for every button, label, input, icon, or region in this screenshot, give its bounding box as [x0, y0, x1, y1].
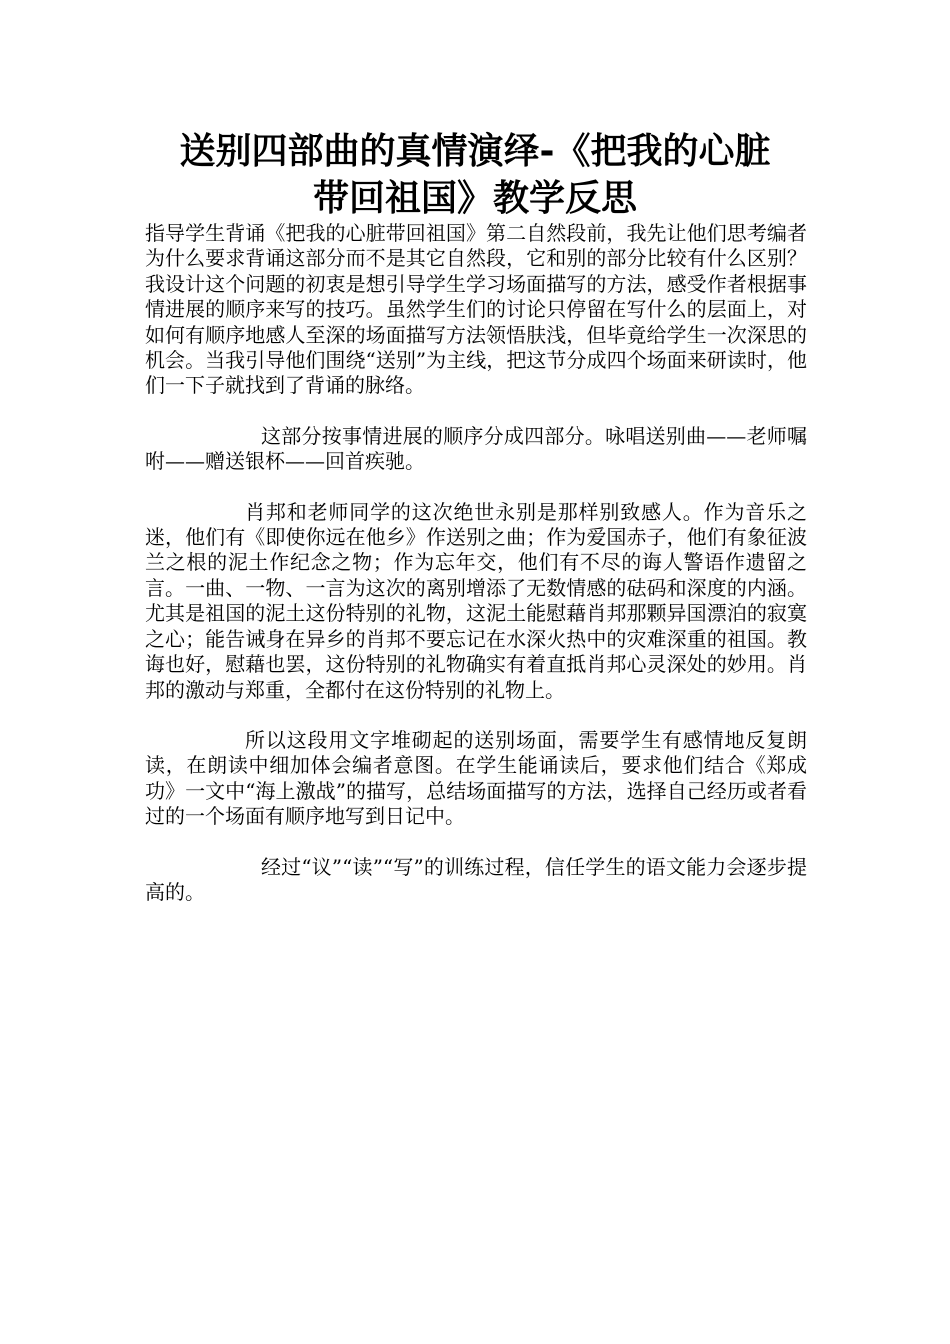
- paragraph-3: 肖邦和老师同学的这次绝世永别是那样别致感人。作为音乐之迷，他们有《即使你远在他乡》作送别之曲；作为爱国赤子，他们有象征波兰之根的泥土作纪念之物；作为忘年交，他们有不尽的诲人警语作遗留之言。一曲、一物、一言为这次的离别增添了无数情感的砝码和深度的内涵。尤其是祖国的泥土这份特别的礼物，这泥土能慰藉肖邦那颗异国漂泊的寂寞之心；能告诫身在异乡的肖邦不要忘记在水深火热中的灾难深重的祖国。教诲也好，慰藉也罢，这份特别的礼物确实有着直抵肖邦心灵深处的妙用。肖邦的激动与郑重，全都付在这份特别的礼物上。: [145, 499, 807, 702]
- paragraph-spacer: [145, 830, 807, 855]
- title-line-2: 带回祖国》教学反思: [312, 178, 637, 219]
- paragraph-4: 所以这段用文字堆砌起的送别场面，需要学生有感情地反复朗读，在朗读中细加体会编者意图。在学生能诵读后，要求他们结合《郑成功》一文中“海上激战”的描写，总结场面描写的方法，选择自己经历或者看过的一个场面有顺序地写到日记中。: [145, 727, 807, 829]
- document-body: [145, 221, 807, 905]
- document-title: [130, 128, 820, 222]
- paragraph-spacer: [145, 399, 807, 424]
- title-line-1: 送别四部曲的真情演绎-《把我的心脏: [179, 131, 771, 172]
- paragraph-1: 指导学生背诵《把我的心脏带回祖国》第二自然段前，我先让他们思考编者为什么要求背诵这部分而不是其它自然段，它和别的部分比较有什么区别？我设计这个问题的初衷是想引导学生学习场面描写的方法，感受作者根据事情进展的顺序来写的技巧。虽然学生们的讨论只停留在写什么的层面上，对如何有顺序地感人至深的场面描写方法领悟肤浅，但毕竟给学生一次深思的机会。当我引导他们围绕“送别”为主线，把这节分成四个场面来研读时，他们一下子就找到了背诵的脉络。: [145, 221, 807, 398]
- paragraph-5: 经过“议”“读”“写”的训练过程，信任学生的语文能力会逐步提高的。: [145, 854, 807, 904]
- paragraph-2: 这部分按事情进展的顺序分成四部分。咏唱送别曲——老师嘱咐——赠送银杯——回首疾驰。: [145, 423, 807, 474]
- paragraph-spacer: [145, 475, 807, 500]
- paragraph-spacer: [145, 703, 807, 728]
